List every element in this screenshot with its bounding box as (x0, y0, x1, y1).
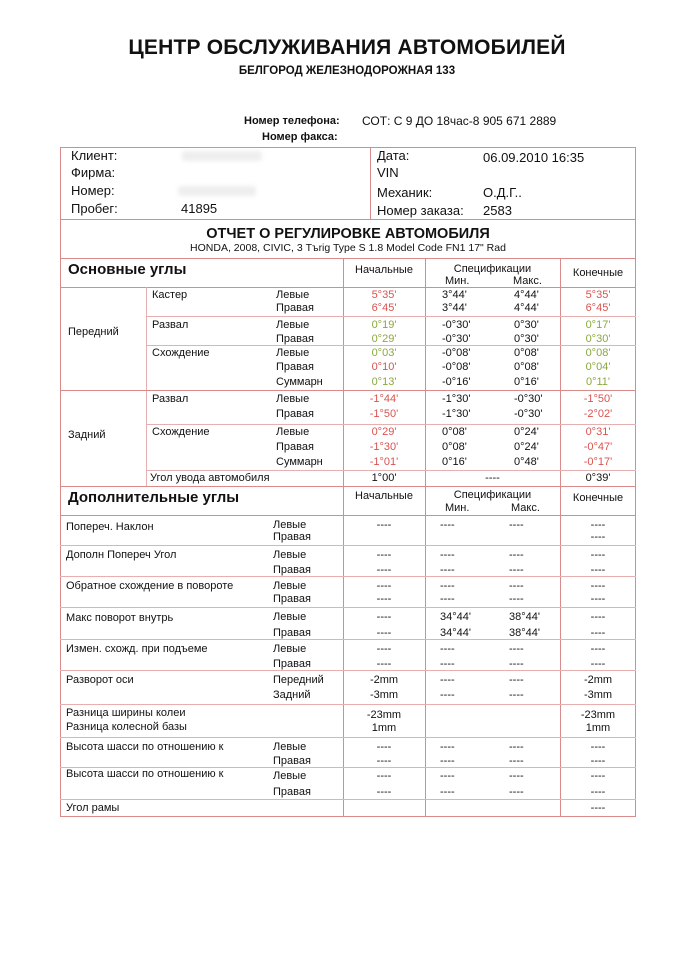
mileage-label: Пробег: (71, 201, 118, 216)
x-col-initial: Начальные (355, 490, 413, 502)
extra-row-final: 1mm (585, 722, 611, 734)
client-redacted (182, 151, 262, 161)
main-row-initial: 0°19' (371, 319, 397, 331)
main-row-min: -0°30' (442, 333, 471, 345)
main-row-side: Левые (276, 393, 310, 405)
thrust-final: 0°39' (585, 472, 611, 484)
extra-row-final: ---- (590, 741, 606, 753)
main-top-line (60, 258, 636, 259)
extra-row-max: ---- (509, 643, 524, 655)
extra-row-name: Разница колесной базы (66, 721, 187, 733)
extra-row-initial: ---- (376, 643, 392, 655)
extra-row-initial: -2mm (369, 674, 399, 686)
front-label: Передний (68, 326, 119, 338)
main-row-initial: 0°29' (371, 426, 397, 438)
main-row-max: 0°24' (514, 441, 539, 453)
extra-row-final: -2mm (583, 674, 613, 686)
x-line-4 (60, 639, 636, 640)
extra-row-min: ---- (440, 741, 455, 753)
extra-row-min: ---- (440, 549, 455, 561)
main-row-initial: -1°30' (369, 441, 399, 453)
col-specs: Спецификации (453, 263, 532, 275)
extra-row-name: Макс поворот внутрь (66, 612, 174, 624)
main-row-initial: 0°13' (371, 376, 397, 388)
main-row-min: -1°30' (442, 408, 471, 420)
extra-row-min: ---- (440, 658, 455, 670)
main-row-max: 0°30' (514, 333, 539, 345)
main-row-side: Правая (276, 302, 314, 314)
main-row-initial: 0°03' (371, 347, 397, 359)
main-row-final: 5°35' (585, 289, 611, 301)
main-row-initial: 0°10' (371, 361, 397, 373)
row-line-2 (146, 345, 636, 346)
extra-row-final: ---- (590, 593, 606, 605)
main-row-min: 0°08' (442, 426, 467, 438)
main-row-side: Суммарн (276, 456, 323, 468)
col-specs-left (425, 258, 426, 486)
extra-row-min: ---- (440, 564, 455, 576)
extra-row-max: ---- (509, 549, 524, 561)
extra-row-initial: ---- (376, 658, 392, 670)
main-row-max: 0°30' (514, 319, 539, 331)
main-row-min: 0°16' (442, 456, 467, 468)
extra-row-final: ---- (590, 611, 606, 623)
x-col-specs: Спецификации (453, 489, 532, 501)
main-row-max: 4°44' (514, 302, 539, 314)
main-row-max: 4°44' (514, 289, 539, 301)
row-line-3 (60, 390, 636, 391)
extra-row-side: Правая (273, 658, 311, 670)
extra-row-name: Попереч. Наклон (66, 521, 154, 533)
firm-label: Фирма: (71, 165, 116, 180)
extra-row-max: ---- (509, 786, 524, 798)
fax-label: Номер факса: (262, 131, 338, 143)
main-row-max: -0°30' (514, 408, 543, 420)
main-row-max: 0°48' (514, 456, 539, 468)
extra-row-name: Угол рамы (66, 802, 120, 814)
main-row-min: -0°08' (442, 347, 471, 359)
x-line-3 (60, 607, 636, 608)
extra-row-max: 38°44' (509, 627, 540, 639)
extra-row-final: ---- (590, 770, 606, 782)
extra-row-final: ---- (590, 643, 606, 655)
extra-row-name: Разница ширины колеи (66, 707, 186, 719)
extra-row-min: ---- (440, 755, 455, 767)
main-row-side: Левые (276, 426, 310, 438)
order-label: Номер заказа: (377, 203, 464, 218)
address: БЕЛГОРОД ЖЕЛЕЗНОДОРОЖНАЯ 133 (238, 65, 456, 77)
main-row-side: Правая (276, 408, 314, 420)
extra-row-side: Правая (273, 564, 311, 576)
main-row-final: 0°04' (585, 361, 611, 373)
col-final: Конечные (572, 267, 624, 279)
main-row-side: Левые (276, 289, 310, 301)
main-row-max: 0°16' (514, 376, 539, 388)
main-row-initial: 6°45' (371, 302, 397, 314)
extra-row-min: 34°44' (440, 627, 471, 639)
main-row-final: 0°08' (585, 347, 611, 359)
extra-row-initial: ---- (376, 741, 392, 753)
main-row-group: Развал (152, 319, 189, 331)
extra-row-name: Обратное схождение в повороте (66, 580, 234, 592)
main-row-max: 0°08' (514, 361, 539, 373)
extra-row-initial: ---- (376, 593, 392, 605)
extra-row-max: ---- (509, 689, 524, 701)
rear-label: Задний (68, 429, 106, 441)
extra-row-side: Левые (273, 611, 307, 623)
main-row-side: Правая (276, 361, 314, 373)
main-row-group: Кастер (152, 289, 188, 301)
extra-row-final: ---- (590, 549, 606, 561)
extra-row-min: ---- (440, 593, 455, 605)
extra-row-final: ---- (590, 802, 606, 814)
extra-row-final: ---- (590, 658, 606, 670)
extra-row-final: ---- (590, 627, 606, 639)
main-row-side: Правая (276, 441, 314, 453)
extra-row-initial: ---- (376, 786, 392, 798)
extra-row-final: ---- (590, 786, 606, 798)
x-line-9 (60, 799, 636, 800)
extra-row-side: Правая (273, 786, 311, 798)
extra-row-side: Правая (273, 593, 311, 605)
extra-row-final: -23mm (580, 709, 616, 721)
extra-row-initial: -23mm (366, 709, 402, 721)
extra-row-min: ---- (440, 770, 455, 782)
extra-row-initial: ---- (376, 627, 392, 639)
main-row-max: 0°24' (514, 426, 539, 438)
extra-row-name: Высота шасси по отношению к (66, 768, 224, 780)
number-label: Номер: (71, 183, 115, 198)
extra-row-min: ---- (440, 643, 455, 655)
main-row-min: -0°16' (442, 376, 471, 388)
main-row-max: 0°08' (514, 347, 539, 359)
main-row-final: -0°17' (583, 456, 613, 468)
x-line-1 (60, 545, 636, 546)
extra-row-final: ---- (590, 519, 606, 531)
extra-row-name: Разворот оси (66, 674, 134, 686)
extra-angles-title: Дополнительные углы (68, 489, 240, 506)
extra-row-max: ---- (509, 741, 524, 753)
main-row-group: Схождение (152, 347, 210, 359)
extra-row-side: Левые (273, 549, 307, 561)
extra-row-max: ---- (509, 580, 524, 592)
x-col-final: Конечные (572, 492, 624, 504)
extra-row-max: ---- (509, 674, 524, 686)
extra-row-initial: ---- (376, 770, 392, 782)
row-line-4 (146, 424, 636, 425)
extra-row-initial: ---- (376, 755, 392, 767)
client-divider (370, 147, 371, 219)
extra-row-side: Левые (273, 643, 307, 655)
extra-row-initial: ---- (376, 519, 392, 531)
main-row-initial: 5°35' (371, 289, 397, 301)
extra-row-name: Измен. схожд. при подъеме (66, 643, 208, 655)
main-row-initial: -1°01' (369, 456, 399, 468)
main-row-final: -2°02' (583, 408, 613, 420)
extra-row-side: Задний (273, 689, 311, 701)
extra-row-min: 34°44' (440, 611, 471, 623)
main-row-min: -0°08' (442, 361, 471, 373)
date-label: Дата: (377, 148, 410, 163)
extra-row-min: ---- (440, 786, 455, 798)
mechanic-label: Механик: (377, 185, 433, 200)
client-label: Клиент: (71, 148, 118, 163)
x-col-max: Макс. (511, 502, 540, 514)
extra-row-max: ---- (509, 658, 524, 670)
extra-row-min: ---- (440, 580, 455, 592)
x-line-6 (60, 704, 636, 705)
extra-row-name: Высота шасси по отношению к (66, 741, 224, 753)
extra-row-max: ---- (509, 770, 524, 782)
main-row-group: Развал (152, 393, 189, 405)
extra-row-final: -3mm (583, 689, 613, 701)
main-row-side: Суммарн (276, 376, 323, 388)
main-row-group: Схождение (152, 426, 210, 438)
col-initial: Начальные (355, 264, 413, 276)
main-row-side: Левые (276, 319, 310, 331)
main-row-final: -0°47' (583, 441, 613, 453)
extra-row-final: ---- (590, 564, 606, 576)
extra-row-name: Дополн Попереч Угол (66, 549, 177, 561)
extra-row-final: ---- (590, 755, 606, 767)
main-row-side: Левые (276, 347, 310, 359)
main-row-initial: 0°29' (371, 333, 397, 345)
thrust-initial: 1°00' (371, 472, 397, 484)
main-bottom-line (60, 486, 636, 487)
extra-row-side: Передний (273, 674, 324, 686)
main-row-final: 0°11' (585, 376, 611, 388)
main-row-min: 0°08' (442, 441, 467, 453)
client-bottom-line (60, 219, 636, 220)
thrust-spec: ---- (485, 472, 500, 484)
extra-row-final: ---- (590, 531, 606, 543)
mechanic-value: О.Д.Г.. (483, 185, 522, 200)
main-row-min: -0°30' (442, 319, 471, 331)
extra-row-final: ---- (590, 580, 606, 592)
extra-row-max: ---- (509, 593, 524, 605)
x-col-min: Мин. (445, 502, 470, 514)
row-line-5 (146, 470, 636, 471)
mileage-value: 41895 (181, 201, 218, 216)
main-row-final: 0°17' (585, 319, 611, 331)
page-title: ЦЕНТР ОБСЛУЖИВАНИЯ АВТОМОБИЛЕЙ (128, 36, 566, 59)
extra-row-side: Правая (273, 531, 311, 543)
extra-row-min: ---- (440, 519, 455, 531)
vehicle-info: HONDA, 2008, CIVIC, 3 Тъrig Type S 1.8 Model Code FN1 17" Rad (190, 242, 506, 254)
main-row-initial: -1°44' (369, 393, 399, 405)
extra-row-max: 38°44' (509, 611, 540, 623)
report-title: ОТЧЕТ О РЕГУЛИРОВКЕ АВТОМОБИЛЯ (206, 226, 490, 242)
main-row-max: -0°30' (514, 393, 543, 405)
extra-row-max: ---- (509, 519, 524, 531)
vin-label: VIN (377, 165, 399, 180)
extra-row-min: ---- (440, 689, 455, 701)
extra-row-side: Левые (273, 741, 307, 753)
phone-value: СОТ: С 9 ДО 18час-8 905 671 2889 (362, 114, 557, 128)
main-row-initial: -1°50' (369, 408, 399, 420)
main-angles-title: Основные углы (68, 261, 187, 278)
extra-row-initial: ---- (376, 564, 392, 576)
extra-row-side: Правая (273, 627, 311, 639)
extra-row-initial: -3mm (369, 689, 399, 701)
x-line-2 (60, 576, 636, 577)
row-line-1 (146, 316, 636, 317)
col-min: Мин. (445, 275, 470, 287)
extra-row-max: ---- (509, 564, 524, 576)
extra-row-initial: ---- (376, 580, 392, 592)
x-line-7 (60, 737, 636, 738)
extra-row-side: Левые (273, 770, 307, 782)
main-row-min: 3°44' (442, 289, 467, 301)
thrust-label: Угол увода автомобиля (150, 472, 270, 484)
main-row-final: 0°31' (585, 426, 611, 438)
x-line-5 (60, 670, 636, 671)
date-value: 06.09.2010 16:35 (483, 150, 585, 165)
main-row-min: -1°30' (442, 393, 471, 405)
main-row-final: 6°45' (585, 302, 611, 314)
extra-row-side: Левые (273, 519, 307, 531)
main-row-final: -1°50' (583, 393, 613, 405)
phone-label: Номер телефона: (244, 115, 340, 127)
main-row-min: 3°44' (442, 302, 467, 314)
x-header-line (60, 515, 636, 516)
extra-row-side: Правая (273, 755, 311, 767)
main-row-final: 0°30' (585, 333, 611, 345)
extra-row-initial: 1mm (371, 722, 397, 734)
number-redacted (178, 186, 256, 196)
main-row-side: Правая (276, 333, 314, 345)
extra-row-side: Левые (273, 580, 307, 592)
extra-row-max: ---- (509, 755, 524, 767)
extra-row-min: ---- (440, 674, 455, 686)
order-value: 2583 (483, 203, 512, 218)
col-max: Макс. (513, 275, 542, 287)
extra-row-initial: ---- (376, 611, 392, 623)
extra-row-initial: ---- (376, 549, 392, 561)
